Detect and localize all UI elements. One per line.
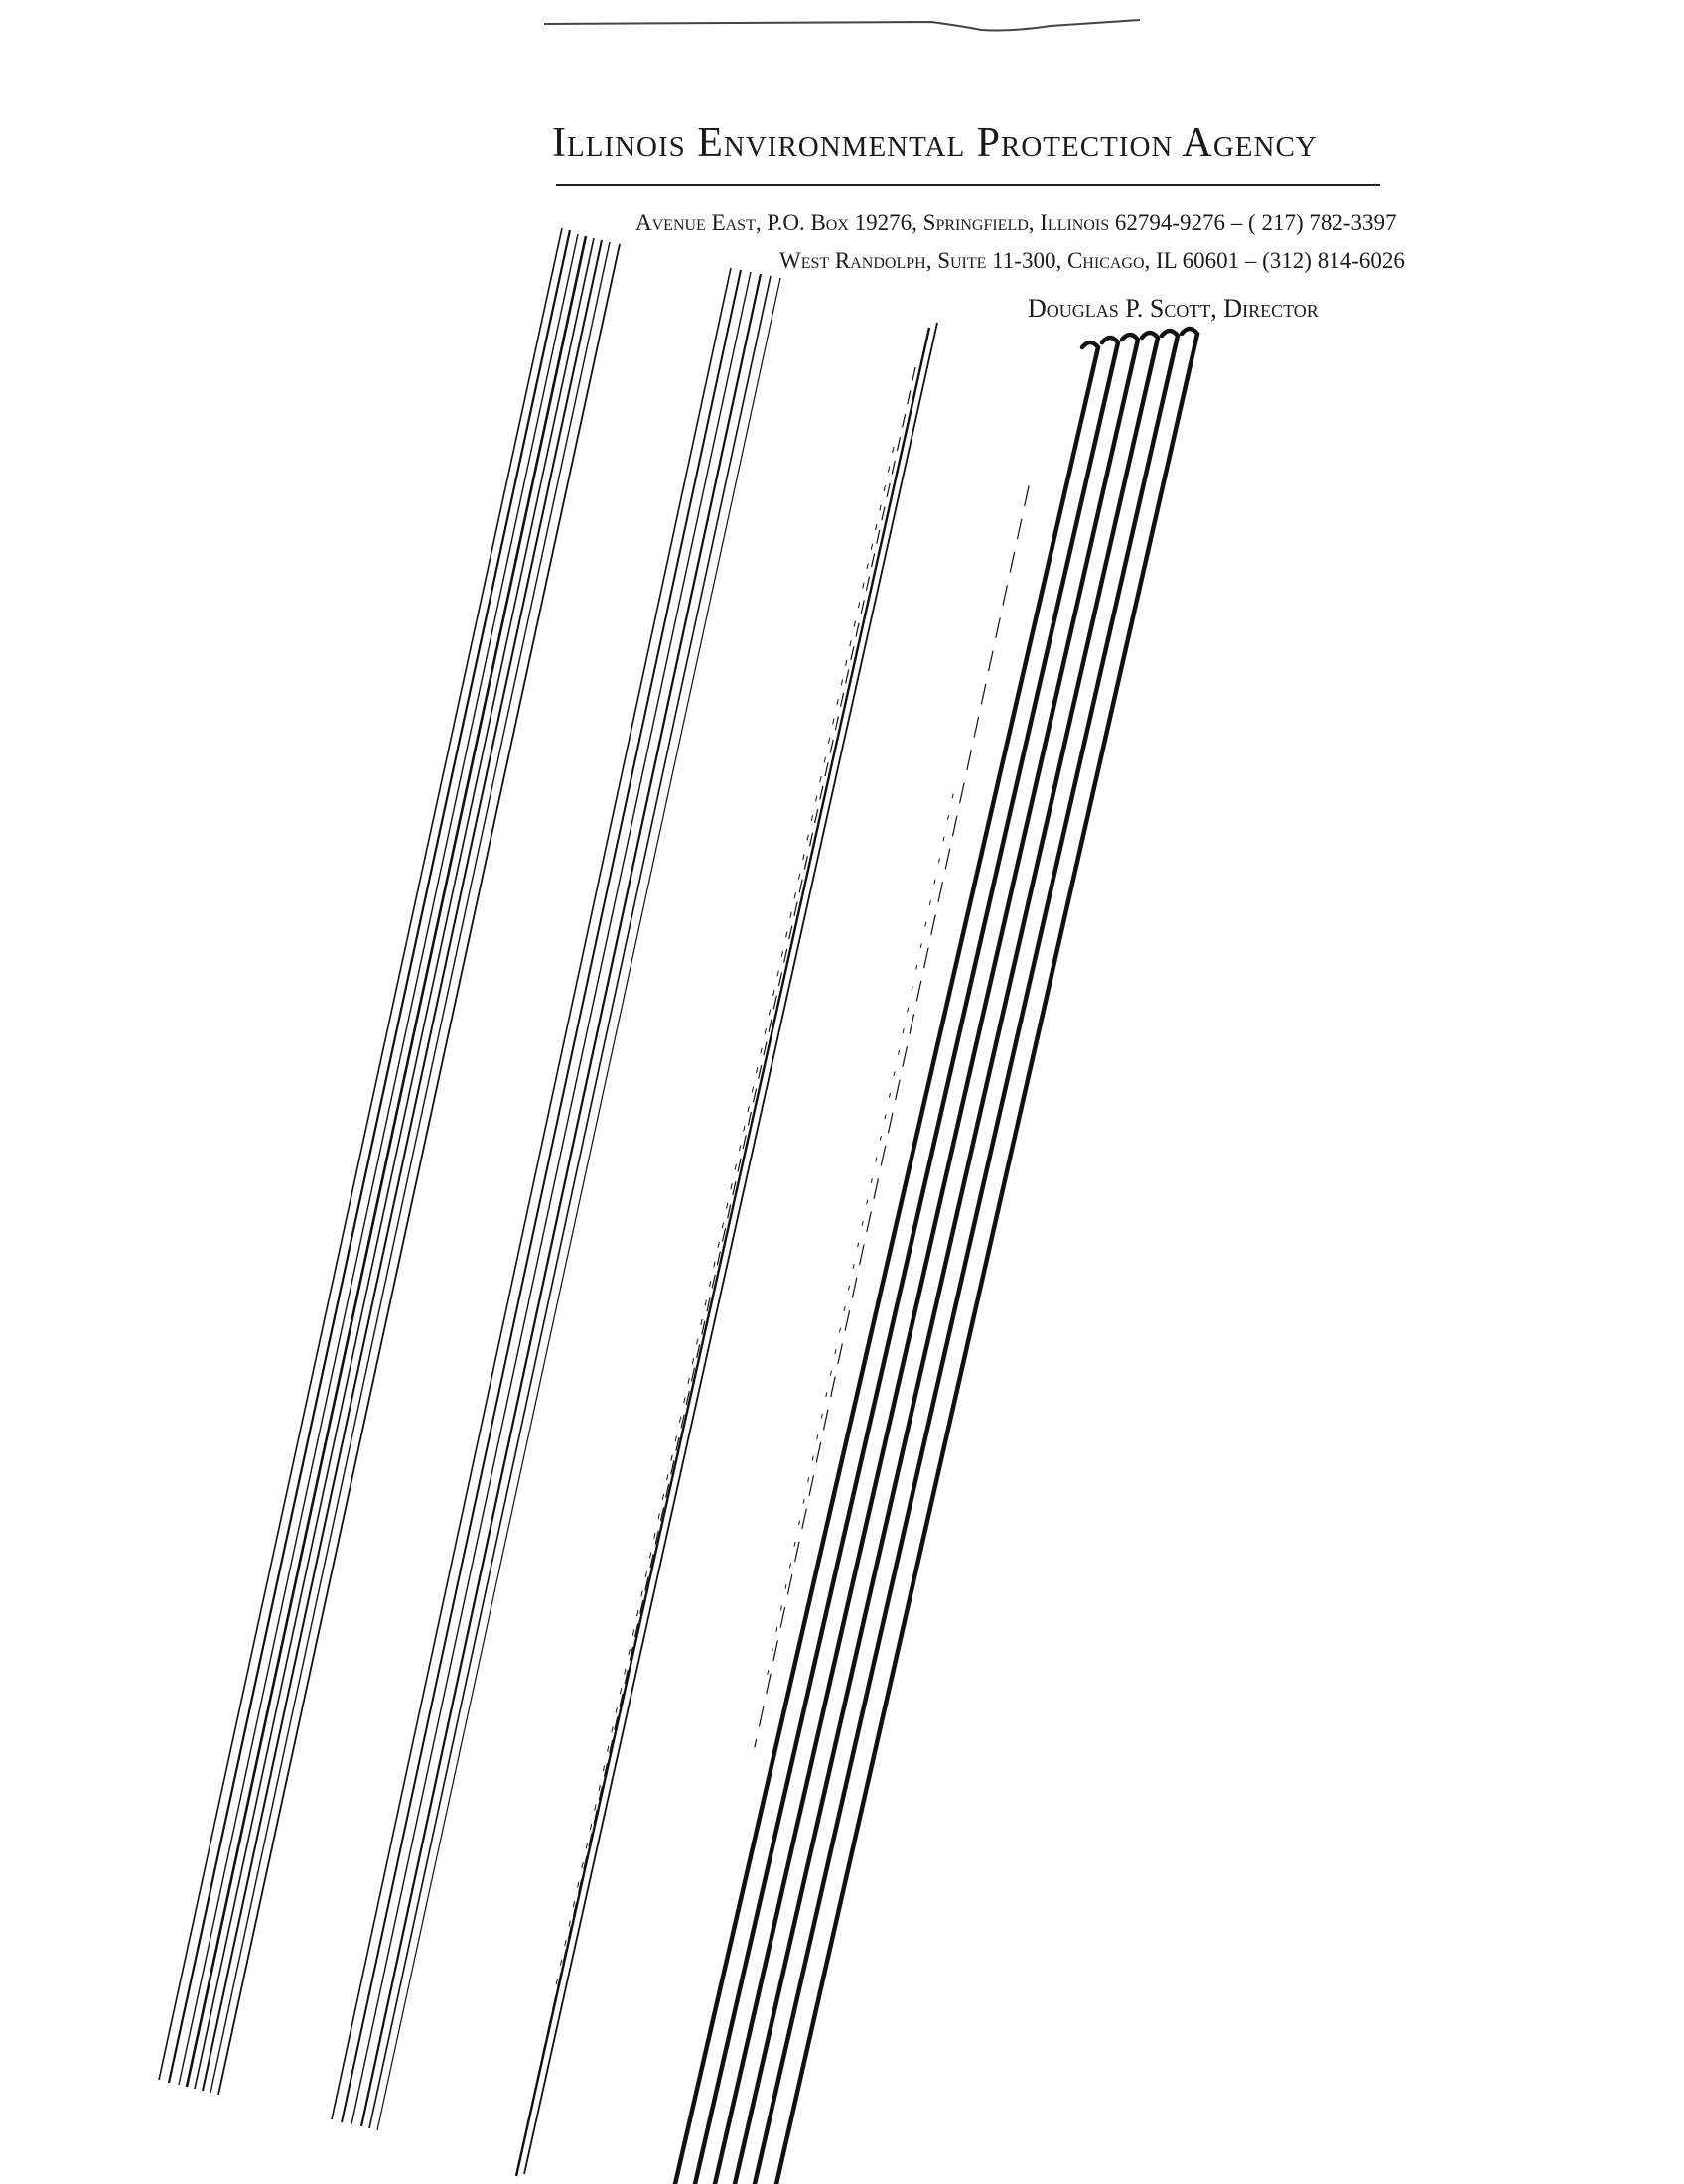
streak-group-2 (332, 268, 780, 2130)
streak-group-3 (516, 323, 937, 2176)
agency-name: Illinois Environmental Protection Agency (552, 120, 1318, 166)
streak-group-1 (159, 228, 620, 2095)
chicago-address: West Randolph, Suite 11-300, Chicago, IL 60601 – (312) 814-6026 (779, 248, 1405, 273)
director-line: Douglas P. Scott, Director (1028, 294, 1319, 323)
springfield-address: Avenue East, P.O. Box 19276, Springfield, Illinois 62794-9276 – ( 217) 782-3397 (635, 210, 1397, 235)
streak-group-4 (675, 329, 1197, 2184)
